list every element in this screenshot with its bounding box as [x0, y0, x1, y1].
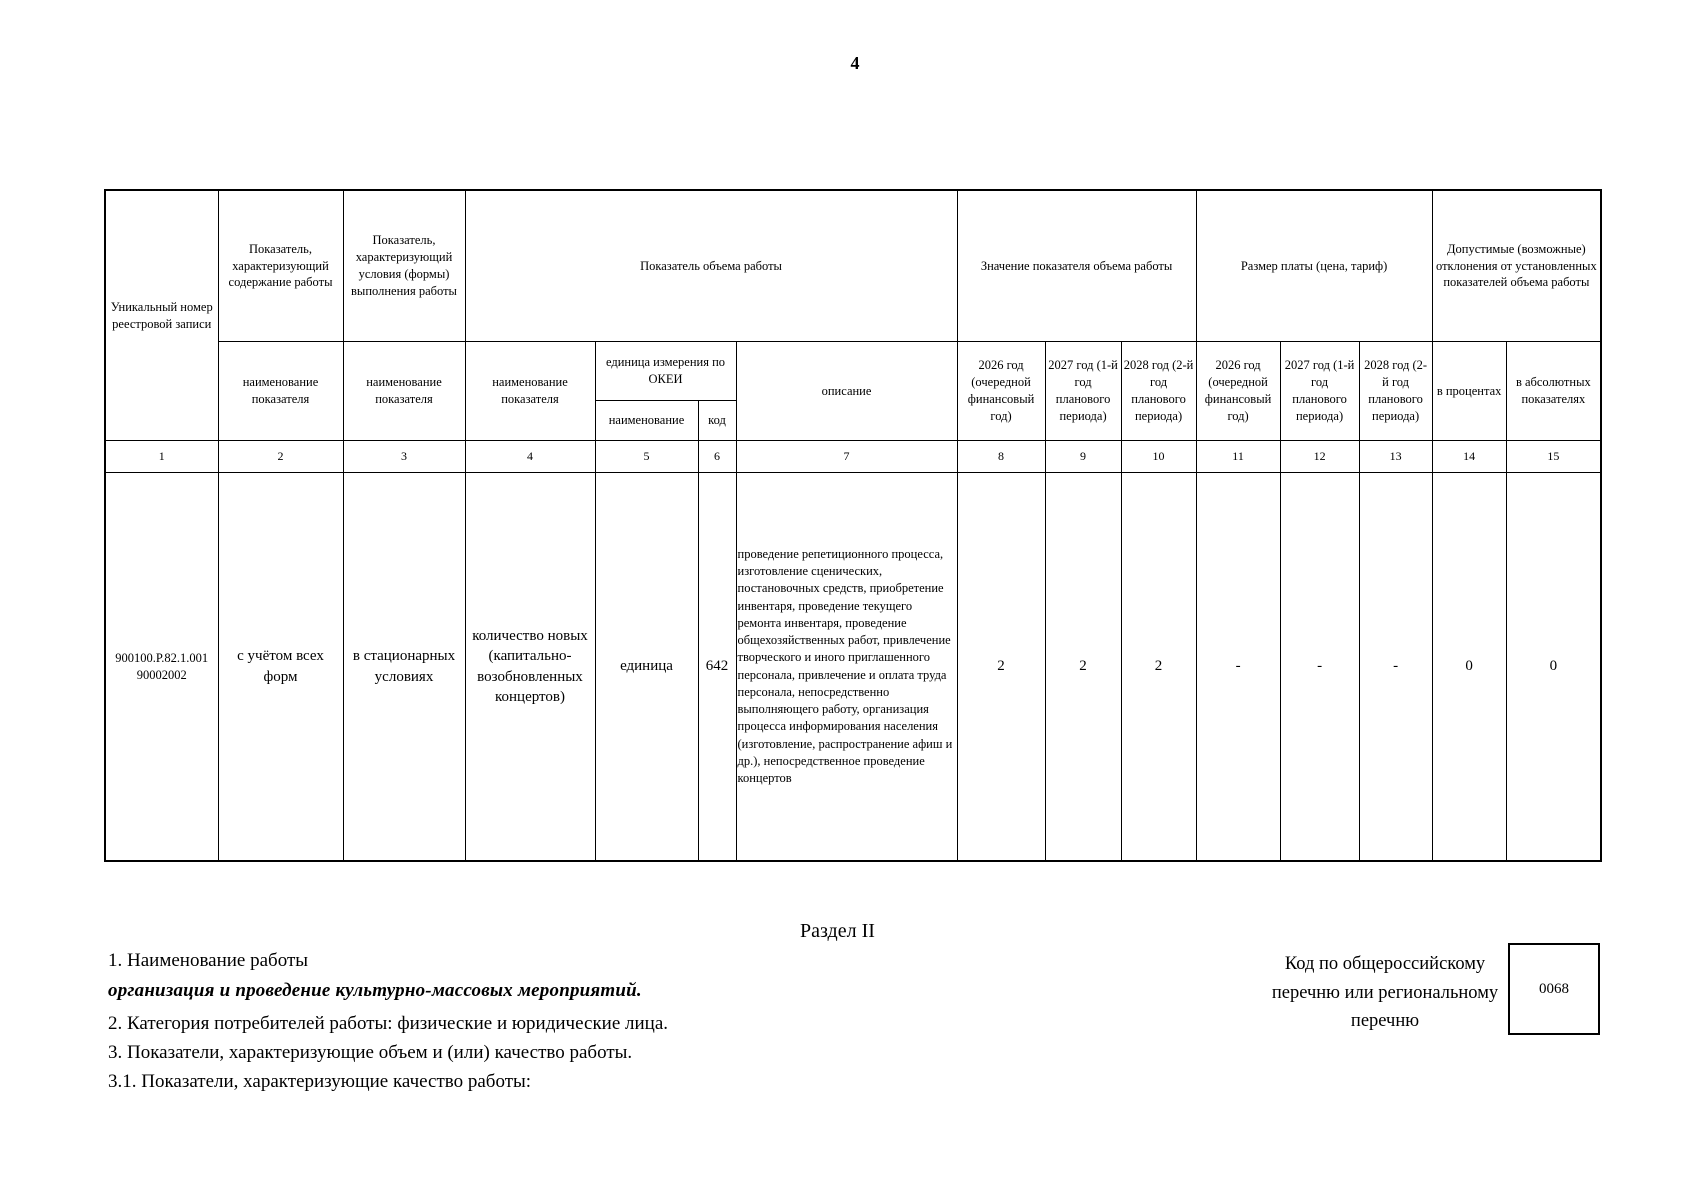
header-volume-indicator: Показатель объема работы [465, 190, 957, 342]
work-name-label: 1. Наименование работы [108, 950, 309, 971]
price-2028-cell: - [1359, 473, 1432, 862]
header-allowed-deviations: Допустимые (возможные) отклонения от установленных показателей объема работы [1432, 190, 1601, 342]
table-row [105, 473, 1601, 862]
work-name-value: организация и проведение культурно-массовых мероприятий. [108, 980, 642, 1001]
column-number: 13 [1359, 441, 1432, 473]
subheader-value-2028: 2028 год (2-й год планового периода) [1121, 342, 1196, 441]
subheader-indicator-name: наименование показателя [465, 342, 595, 441]
column-number: 3 [343, 441, 465, 473]
work-volume-table [104, 189, 1602, 862]
subheader-value-2027: 2027 год (1-й год планового периода) [1045, 342, 1121, 441]
conditions-cell: в стационарных условиях [343, 473, 465, 862]
column-number: 8 [957, 441, 1045, 473]
subheader-deviation-percent: в процентах [1432, 342, 1506, 441]
deviation-percent-cell: 0 [1432, 473, 1506, 862]
header-registry-number: Уникальный номер реестровой записи [105, 190, 218, 441]
unit-name-cell: единица [595, 473, 698, 862]
description-cell: проведение репетиционного процесса, изготовление сценических, постановочных средств, приобретение инвентаря, проведение текущего ремонта инвентаря, проведение общехозяйственных работ, привлечение творческого и иного приглашенного персонала, привлечение и оплата труда персонала, непосредственно выполняющего работу, организация процесса информирования населения (изготовление, распространение афиш и др.), непосредственное проведение концертов [736, 473, 957, 862]
subheader-conditions-name: наименование показателя [343, 342, 465, 441]
subheader-value-2026: 2026 год (очередной финансовый год) [957, 342, 1045, 441]
subheader-unit-name: наименование [595, 401, 698, 441]
unit-code-cell: 642 [698, 473, 736, 862]
content-cell: с учётом всех форм [218, 473, 343, 862]
value-2027-cell: 2 [1045, 473, 1121, 862]
deviation-absolute-cell: 0 [1506, 473, 1601, 862]
column-number: 11 [1196, 441, 1280, 473]
column-number: 7 [736, 441, 957, 473]
registry-number-cell: 900100.Р.82.1.001 90002002 [105, 473, 218, 862]
header-content-indicator: Показатель, характеризующий содержание работы [218, 190, 343, 342]
subheader-okei-unit: единица измерения по ОКЕИ [595, 342, 736, 401]
subheader-content-name: наименование показателя [218, 342, 343, 441]
column-number: 12 [1280, 441, 1359, 473]
column-number: 4 [465, 441, 595, 473]
column-number: 5 [595, 441, 698, 473]
subheader-price-2026: 2026 год (очередной финансовый год) [1196, 342, 1280, 441]
header-fee-size: Размер платы (цена, тариф) [1196, 190, 1432, 342]
subheader-price-2027: 2027 год (1-й год планового периода) [1280, 342, 1359, 441]
column-number: 10 [1121, 441, 1196, 473]
value-2028-cell: 2 [1121, 473, 1196, 862]
price-2027-cell: - [1280, 473, 1359, 862]
price-2026-cell: - [1196, 473, 1280, 862]
column-number: 14 [1432, 441, 1506, 473]
section-title: Раздел II [800, 920, 875, 942]
column-number-row [105, 441, 1601, 473]
column-number: 15 [1506, 441, 1601, 473]
subheader-unit-code: код [698, 401, 736, 441]
volume-quality-heading: 3. Показатели, характеризующие объем и (или) качество работы. [108, 1042, 633, 1063]
indicator-name-cell: количество новых (капитально-возобновленных концертов) [465, 473, 595, 862]
registry-code-box: 0068 [1508, 943, 1600, 1035]
value-2026-cell: 2 [957, 473, 1045, 862]
quality-indicators-heading: 3.1. Показатели, характеризующие качество работы: [108, 1071, 532, 1092]
subheader-description: описание [736, 342, 957, 441]
subheader-deviation-absolute: в абсолютных показателях [1506, 342, 1601, 441]
consumer-category: 2. Категория потребителей работы: физические и юридические лица. [108, 1013, 669, 1034]
page-number: 4 [850, 53, 860, 73]
column-number: 9 [1045, 441, 1121, 473]
subheader-price-2028: 2028 год (2-й год планового периода) [1359, 342, 1432, 441]
column-number: 1 [105, 441, 218, 473]
header-conditions-indicator: Показатель, характеризующий условия (формы) выполнения работы [343, 190, 465, 342]
column-number: 6 [698, 441, 736, 473]
header-volume-value: Значение показателя объема работы [957, 190, 1196, 342]
column-number: 2 [218, 441, 343, 473]
registry-code-label: Код по общероссийскому перечню или региональному перечню [1271, 954, 1499, 1032]
